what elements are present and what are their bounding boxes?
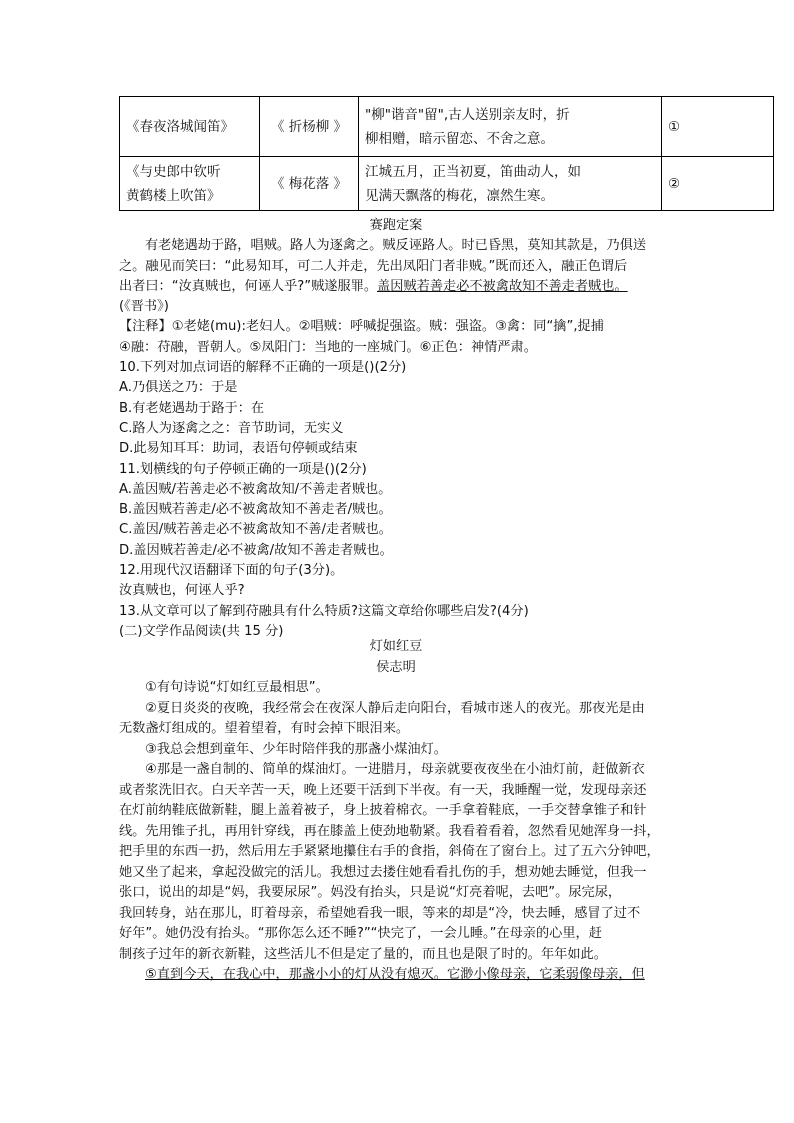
article-author: 侯志明 [376, 659, 416, 675]
poem-title-line: 《与史郎中钦听 [126, 163, 221, 180]
paragraph-4-line: 把手里的东西一扔，然后用左手紧紧地攥住右手的食指，斜倚在了窗台上。过了五六分钟吧， [119, 844, 660, 859]
paragraph-4-line: 或者浆洗旧衣。白天辛苦一天，晚上还要干活到下半夜。有一天，我睡醒一觉，发现母亲还 [119, 782, 647, 798]
paragraph-4-line: 好年”。她仍没有抬头。“那你怎么还不睡?”“快完了，一会儿睡。”在母亲的心里，赶 [119, 926, 602, 941]
poem-title-line: 黄鹤楼上吹笛》 [126, 187, 221, 204]
paragraph-4-line: 线。先用锥子扎，再用针穿线，再在膝盖上使劲地勒紧。我看着看着，忽然看见她浑身一抖， [119, 823, 660, 839]
paragraph-4-line: 在灯前纳鞋底做新鞋，腿上盖着被子，身上披着棉衣。一手拿着鞋底，一手交替拿锥子和针 [119, 803, 647, 818]
annotation-line: 【注释】①老姥(mu):老妇人。②唱贼：呼喊捉强盗。贼：强盗。③禽：同“擒”,捉捕 [119, 319, 604, 335]
q10-option-c: C.路人为逐禽之之：音节助词，无实义 [119, 420, 344, 436]
description-line: 柳相赠，暗示留恋、不舍之意。 [365, 130, 554, 147]
paragraph-2-line: 无数盏灯组成的。望着望着，有时会掉下眼泪来。 [119, 721, 410, 736]
description-cell [359, 97, 662, 157]
question-11: 11.划横线的句子停顿正确的一项是()(2分) [119, 461, 367, 477]
question-13: 13.从文章可以了解到苻融具有什么特质?这篇文章给你哪些启发?(4分) [119, 603, 529, 619]
table-row [120, 157, 774, 211]
table-row [120, 97, 774, 157]
description-cell [359, 157, 662, 211]
q11-option-b: B.盖因贼若善走/必不被禽故知不善走者/贼也。 [119, 502, 392, 518]
section-heading: (二)文学作品阅读(共 15 分) [119, 623, 284, 639]
q11-option-a: A.盖因贼/若善走必不被禽故知/不善走者贼也。 [119, 481, 392, 497]
paragraph-4-line: ④那是一盏自制的、简单的煤油灯。一进腊月，母亲就要夜夜坐在小油灯前，赶做新衣 [145, 762, 645, 777]
poem-comparison-table [119, 96, 774, 211]
passage-text: 出者曰：“汝真贼也，何诬人乎?”贼遂服罪。 [119, 278, 378, 294]
q10-option-d: D.此易知耳耳：助词，表语句停顿或结束 [119, 441, 358, 457]
paragraph-4-line: 我回转身，站在那儿，盯着母亲，希望她看我一眼，等来的却是“冷，快去睡，感冒了过不 [119, 905, 641, 921]
q12-sentence: 汝真贼也，何诬人乎? [119, 583, 245, 599]
q11-option-d: D.盖因贼若善走/必不被禽/故知不善走者贼也。 [119, 542, 393, 558]
paragraph-1: ①有句诗说“灯如红豆最相思”。 [145, 680, 329, 695]
description-line: 见满天飘落的梅花，凛然生寒。 [365, 187, 554, 204]
passage-line: 有老姥遇劫于路，唱贼。路人为逐禽之。贼反诬路人。时已昏黑，莫知其款是，乃俱送 [145, 238, 647, 254]
flute-song-cell: 《 梅花落 》 [260, 157, 359, 211]
q11-option-c: C.盖因/贼若善走必不被禽故知不善/走者贼也。 [119, 522, 392, 538]
question-12: 12.用现代汉语翻译下面的句子(3分)。 [119, 563, 344, 579]
paragraph-5-line: ⑤直到今天，在我心中，那盏小小的灯从没有熄灭。它渺小像母亲，它柔弱像母亲，但 [145, 967, 645, 982]
poem-title-cell [120, 157, 260, 211]
paragraph-4-line: 她又坐了起来，拿起没做完的活儿。我想过去搂住她看看扎伤的手，想劝她去睡觉，但我一 [119, 864, 647, 880]
paragraph-2-line: ②夏日炎炎的夜晚，我经常会在夜深人静后走向阳台，看城市迷人的夜光。那夜光是由 [145, 700, 645, 716]
passage-line: 之。融见而笑曰：“此易知耳，可二人并走，先出凤阳门者非贼。”既而还入，融正色谓后 [119, 258, 628, 274]
passage-title: 赛跑定案 [369, 218, 423, 233]
paragraph-4-line: 制孩子过年的新衣新鞋，这些活儿不但是定了量的，而且也是限了时的。年年如此。 [119, 946, 607, 962]
paragraph-4-line: 张口，说出的却是“妈，我要尿尿”。妈没有抬头，只是说“灯亮着呢，去吧”。尿完尿， [119, 885, 622, 900]
passage-source: (《晋书》) [119, 299, 169, 315]
answer-blank-cell: ① [662, 97, 774, 157]
answer-blank-cell: ② [662, 157, 774, 211]
question-10: 10.下列对加点词语的解释不正确的一项是()(2分) [119, 360, 407, 376]
underlined-sentence: 盖因贼若善走必不被禽故知不善走者贼也。 [377, 278, 628, 294]
article-title: 灯如红豆 [369, 639, 423, 654]
poem-title-cell: 《春夜洛城闻笛》 [120, 97, 260, 157]
classical-passage [119, 216, 673, 642]
description-line: 江城五月，正当初夏，笛曲动人，如 [365, 163, 581, 180]
annotation-line: ④融：苻融，晋朝人。⑤凤阳门：当地的一座城门。⑥正色：神情严肃。 [119, 339, 537, 355]
paragraph-3: ③我总会想到童年、少年时陪伴我的那盏小煤油灯。 [145, 741, 447, 757]
literature-passage [119, 637, 673, 986]
description-line: "柳"谐音"留",古人送别亲友时，折 [365, 106, 570, 123]
passage-line [119, 277, 673, 297]
flute-song-cell: 《 折杨柳 》 [260, 97, 359, 157]
q10-option-a: A.乃俱送之乃：于是 [119, 380, 238, 396]
q10-option-b: B.有老姥遇劫于路于：在 [119, 400, 265, 416]
